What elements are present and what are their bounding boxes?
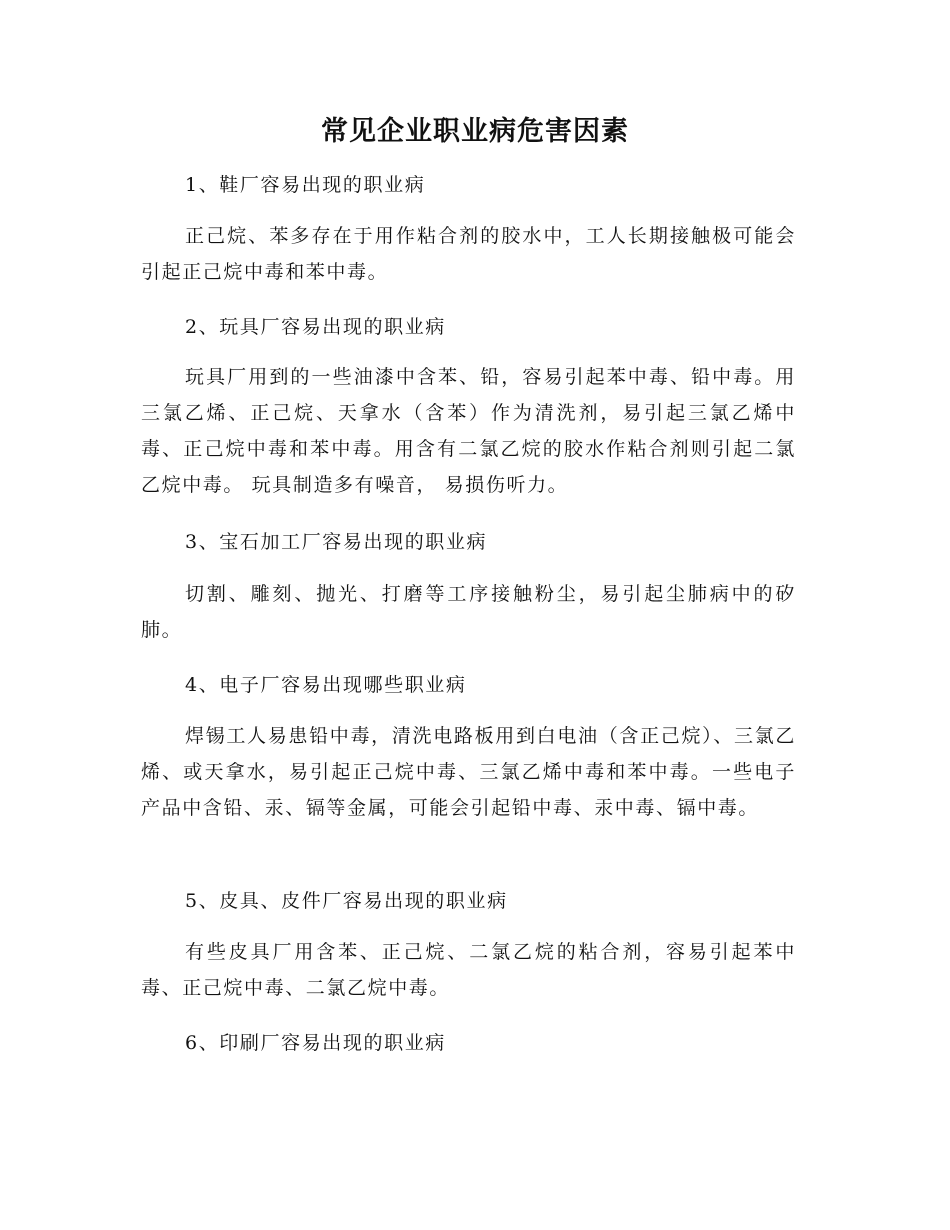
section-heading-4: 4、电子厂容易出现哪些职业病 bbox=[185, 674, 467, 696]
section-heading-1: 1、鞋厂容易出现的职业病 bbox=[185, 174, 426, 196]
section-heading-3: 3、宝石加工厂容易出现的职业病 bbox=[185, 531, 488, 553]
document-title: 常见企业职业病危害因素 bbox=[321, 116, 629, 147]
section-paragraph-3: 切割、雕刻、抛光、打磨等工序接触粉尘，易引起尘肺病中的矽肺。 bbox=[141, 583, 796, 641]
section-paragraph-1: 正己烷、苯多存在于用作粘合剂的胶水中，工人长期接触极可能会引起正己烷中毒和苯中毒。 bbox=[141, 225, 796, 283]
section-paragraph-2: 玩具厂用到的一些油漆中含苯、铅，容易引起苯中毒、铅中毒。用三氯乙烯、正己烷、天拿水（含苯）作为清洗剂，易引起三氯乙烯中毒、正己烷中毒和苯中毒。用含有二氯乙烷的胶水作粘合剂则引起二氯乙烷中毒。 玩具制造多有噪音， 易损伤听力。 bbox=[141, 366, 796, 496]
section-heading-5: 5、皮具、皮件厂容易出现的职业病 bbox=[185, 890, 508, 912]
section-paragraph-4: 焊锡工人易患铅中毒，清洗电路板用到白电油（含正己烷）、三氯乙烯、或天拿水，易引起正己烷中毒、三氯乙烯中毒和苯中毒。一些电子产品中含铅、汞、镉等金属，可能会引起铅中毒、汞中毒、镉中毒。 bbox=[141, 725, 796, 819]
section-paragraph-5: 有些皮具厂用含苯、正己烷、二氯乙烷的粘合剂，容易引起苯中毒、正己烷中毒、二氯乙烷中毒。 bbox=[141, 941, 796, 999]
section-heading-2: 2、玩具厂容易出现的职业病 bbox=[185, 316, 446, 338]
section-heading-6: 6、印刷厂容易出现的职业病 bbox=[185, 1032, 446, 1054]
